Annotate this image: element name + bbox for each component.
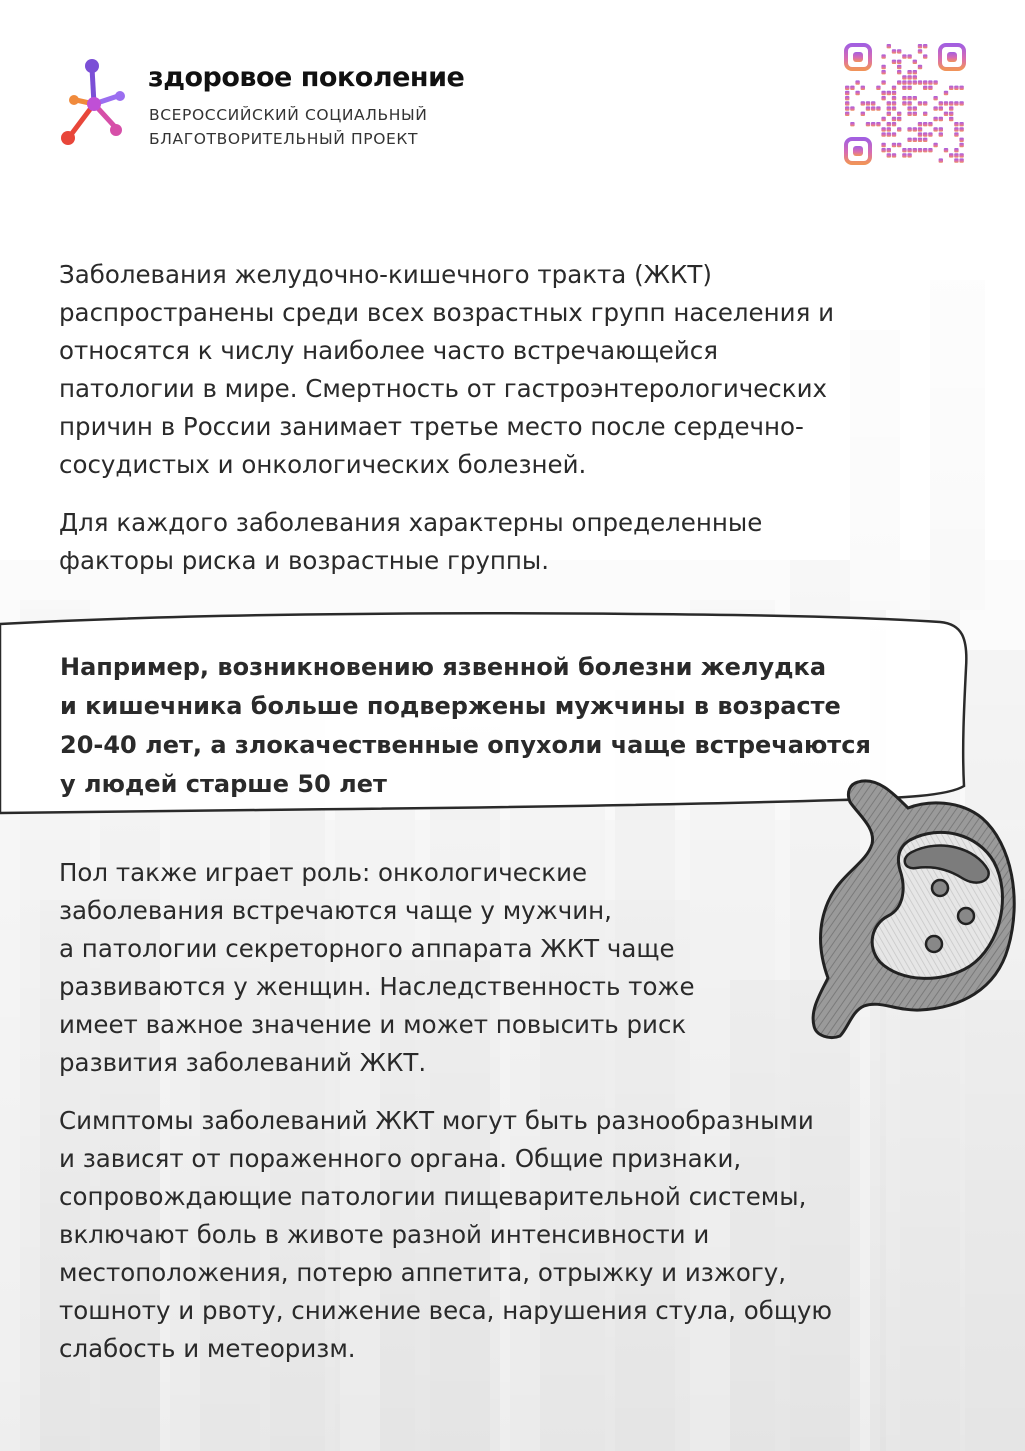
- qr-module: [959, 122, 963, 126]
- qr-module: [918, 148, 922, 152]
- qr-module: [892, 91, 896, 95]
- qr-module: [959, 138, 963, 142]
- gender-line: а патологии секреторного аппарата ЖКТ чаще: [59, 934, 675, 963]
- qr-module: [855, 80, 859, 84]
- qr-module: [949, 106, 953, 110]
- callout-line: 20-40 лет, а злокачественные опухоли чаще встречаются: [60, 731, 871, 759]
- gender-line: развития заболеваний ЖКТ.: [59, 1048, 427, 1077]
- qr-module: [897, 127, 901, 131]
- qr-module: [918, 49, 922, 53]
- qr-module: [928, 86, 932, 90]
- molecule-logo-icon: [52, 56, 134, 152]
- qr-module: [887, 122, 891, 126]
- qr-module: [949, 112, 953, 116]
- qr-module: [897, 65, 901, 69]
- qr-module: [892, 86, 896, 90]
- qr-module: [887, 91, 891, 95]
- brand-subtitle-line2: БЛАГОТВОРИТЕЛЬНЫЙ ПРОЕКТ: [149, 130, 419, 148]
- qr-module: [913, 60, 917, 64]
- qr-module: [928, 122, 932, 126]
- qr-code-icon[interactable]: [843, 42, 967, 166]
- qr-module: [918, 127, 922, 131]
- qr-module: [892, 101, 896, 105]
- qr-module: [881, 143, 885, 147]
- qr-module: [939, 101, 943, 105]
- qr-module: [881, 70, 885, 74]
- qr-module: [913, 106, 917, 110]
- qr-module: [881, 117, 885, 121]
- qr-module: [866, 101, 870, 105]
- qr-module: [881, 132, 885, 136]
- qr-module: [866, 106, 870, 110]
- callout-text: [60, 648, 871, 804]
- qr-module: [845, 91, 849, 95]
- qr-module: [913, 80, 917, 84]
- qr-module: [949, 86, 953, 90]
- qr-module: [850, 106, 854, 110]
- callout-line: Например, возникновению язвенной болезни желудка: [60, 653, 827, 681]
- qr-module: [902, 75, 906, 79]
- qr-module: [923, 132, 927, 136]
- qr-module: [881, 54, 885, 58]
- risk-factors-paragraph: [59, 504, 762, 580]
- qr-module: [954, 101, 958, 105]
- qr-module: [861, 112, 865, 116]
- qr-module: [949, 117, 953, 121]
- qr-module: [939, 117, 943, 121]
- qr-module: [918, 132, 922, 136]
- qr-module: [913, 75, 917, 79]
- qr-module: [959, 158, 963, 162]
- intro-line: относятся к числу наиболее часто встречающейся: [59, 336, 718, 365]
- gender-line: развиваются у женщин. Наследственность тоже: [59, 972, 695, 1001]
- symptoms-paragraph: [59, 1102, 832, 1368]
- qr-module: [845, 112, 849, 116]
- qr-module: [897, 80, 901, 84]
- brand-subtitle-line1: ВСЕРОССИЙСКИЙ СОЦИАЛЬНЫЙ: [149, 106, 428, 124]
- qr-module: [954, 122, 958, 126]
- qr-module: [939, 158, 943, 162]
- qr-module: [954, 153, 958, 157]
- qr-module: [902, 101, 906, 105]
- qr-module: [871, 122, 875, 126]
- qr-module: [959, 101, 963, 105]
- qr-module: [892, 132, 896, 136]
- qr-module: [949, 153, 953, 157]
- qr-module: [861, 101, 865, 105]
- qr-module: [918, 101, 922, 105]
- qr-module: [881, 65, 885, 69]
- qr-module: [887, 153, 891, 157]
- qr-module: [928, 148, 932, 152]
- qr-module: [892, 153, 896, 157]
- gender-line: заболевания встречаются чаще у мужчин,: [59, 896, 612, 925]
- qr-module: [902, 54, 906, 58]
- qr-module: [892, 49, 896, 53]
- stomach-illustration-icon: [800, 770, 1025, 1040]
- risk-line: факторы риска и возрастные группы.: [59, 546, 550, 575]
- qr-module: [907, 96, 911, 100]
- qr-module: [918, 65, 922, 69]
- qr-module: [845, 106, 849, 110]
- qr-module: [892, 122, 896, 126]
- qr-module: [907, 138, 911, 142]
- brand-name: здоровое поколение: [148, 62, 465, 93]
- qr-module: [907, 86, 911, 90]
- qr-module: [918, 80, 922, 84]
- qr-module: [959, 86, 963, 90]
- symptoms-line: тошноту и рвоту, снижение веса, нарушения стула, общую: [59, 1296, 833, 1325]
- symptoms-line: сопровождающие патологии пищеварительной системы,: [59, 1182, 807, 1211]
- qr-module: [907, 54, 911, 58]
- qr-module: [907, 75, 911, 79]
- qr-module: [871, 101, 875, 105]
- qr-module: [954, 158, 958, 162]
- symptoms-line: местоположения, потерю аппетита, отрыжку и изжогу,: [59, 1258, 787, 1287]
- qr-module: [944, 112, 948, 116]
- symptoms-line: Симптомы заболеваний ЖКТ могут быть разнообразными: [59, 1106, 814, 1135]
- qr-module: [902, 80, 906, 84]
- qr-module: [923, 122, 927, 126]
- qr-module: [907, 70, 911, 74]
- qr-module: [902, 96, 906, 100]
- qr-module: [954, 132, 958, 136]
- qr-module: [923, 80, 927, 84]
- qr-module: [944, 101, 948, 105]
- callout-line: и кишечника больше подвержены мужчины в возрасте: [60, 692, 841, 720]
- symptoms-line: и зависят от пораженного органа. Общие признаки,: [59, 1144, 742, 1173]
- gender-line: Пол также играет роль: онкологические: [59, 858, 588, 887]
- qr-module: [928, 80, 932, 84]
- qr-module: [907, 106, 911, 110]
- qr-module: [887, 127, 891, 131]
- gender-line: имеет важное значение и может повысить риск: [59, 1010, 687, 1039]
- qr-module: [939, 132, 943, 136]
- symptoms-line: включают боль в животе разной интенсивности и: [59, 1220, 710, 1249]
- qr-module: [902, 148, 906, 152]
- qr-module: [855, 91, 859, 95]
- qr-module: [913, 148, 917, 152]
- qr-module: [892, 117, 896, 121]
- qr-module: [923, 148, 927, 152]
- qr-module: [918, 138, 922, 142]
- qr-module: [954, 127, 958, 131]
- qr-module: [918, 122, 922, 126]
- qr-module: [887, 101, 891, 105]
- callout-line: у людей старше 50 лет: [60, 770, 387, 798]
- qr-module: [892, 96, 896, 100]
- risk-line: Для каждого заболевания характерны определенные: [59, 508, 763, 537]
- qr-module: [887, 112, 891, 116]
- qr-module: [897, 143, 901, 147]
- qr-module: [887, 44, 891, 48]
- qr-module: [850, 86, 854, 90]
- qr-module: [939, 127, 943, 131]
- qr-module: [881, 96, 885, 100]
- qr-module: [892, 60, 896, 64]
- qr-module: [933, 127, 937, 131]
- qr-module: [907, 80, 911, 84]
- qr-module: [954, 148, 958, 152]
- qr-module: [907, 127, 911, 131]
- qr-module: [907, 101, 911, 105]
- intro-line: патологии в мире. Смертность от гастроэнтерологических: [59, 374, 827, 403]
- qr-module: [881, 80, 885, 84]
- qr-module: [897, 112, 901, 116]
- qr-module: [959, 127, 963, 131]
- qr-module: [913, 96, 917, 100]
- qr-module: [881, 127, 885, 131]
- qr-module: [845, 96, 849, 100]
- qr-module: [897, 49, 901, 53]
- brand-logo: [52, 56, 472, 156]
- gender-heredity-paragraph: [59, 854, 695, 1082]
- qr-module: [907, 112, 911, 116]
- qr-module: [923, 54, 927, 58]
- qr-module: [954, 86, 958, 90]
- intro-paragraph: [59, 256, 834, 484]
- qr-module: [933, 96, 937, 100]
- intro-line: Заболевания желудочно-кишечного тракта (ЖКТ): [59, 260, 712, 289]
- qr-module: [959, 143, 963, 147]
- qr-module: [959, 153, 963, 157]
- qr-module: [933, 143, 937, 147]
- qr-module: [933, 106, 937, 110]
- qr-module: [887, 132, 891, 136]
- qr-module: [902, 153, 906, 157]
- qr-module: [923, 86, 927, 90]
- qr-module: [876, 122, 880, 126]
- qr-module: [887, 106, 891, 110]
- qr-module: [944, 148, 948, 152]
- qr-module: [871, 106, 875, 110]
- qr-module: [881, 148, 885, 152]
- qr-module: [923, 112, 927, 116]
- intro-line: причин в России занимает третье место после сердечно-: [59, 412, 804, 441]
- qr-module: [907, 148, 911, 152]
- qr-module: [850, 122, 854, 126]
- qr-module: [949, 101, 953, 105]
- qr-module: [902, 86, 906, 90]
- qr-module: [876, 106, 880, 110]
- qr-module: [928, 132, 932, 136]
- qr-module: [845, 86, 849, 90]
- qr-module: [933, 117, 937, 121]
- qr-module: [845, 101, 849, 105]
- qr-module: [939, 106, 943, 110]
- qr-module: [923, 44, 927, 48]
- qr-module: [861, 86, 865, 90]
- qr-module: [897, 60, 901, 64]
- qr-module: [887, 148, 891, 152]
- qr-module: [913, 138, 917, 142]
- intro-line: распространены среди всех возрастных групп населения и: [59, 298, 835, 327]
- qr-module: [892, 106, 896, 110]
- qr-module: [892, 143, 896, 147]
- qr-module: [907, 153, 911, 157]
- qr-module: [897, 117, 901, 121]
- qr-module: [923, 138, 927, 142]
- qr-module: [918, 44, 922, 48]
- intro-line: сосудистых и онкологических болезней.: [59, 450, 587, 479]
- qr-module: [933, 80, 937, 84]
- qr-module: [881, 91, 885, 95]
- symptoms-line: слабость и метеоризм.: [59, 1334, 356, 1363]
- qr-module: [876, 86, 880, 90]
- qr-module: [923, 101, 927, 105]
- qr-module: [866, 122, 870, 126]
- qr-module: [913, 112, 917, 116]
- qr-module: [944, 91, 948, 95]
- qr-module: [913, 127, 917, 131]
- qr-module: [913, 70, 917, 74]
- qr-module: [897, 70, 901, 74]
